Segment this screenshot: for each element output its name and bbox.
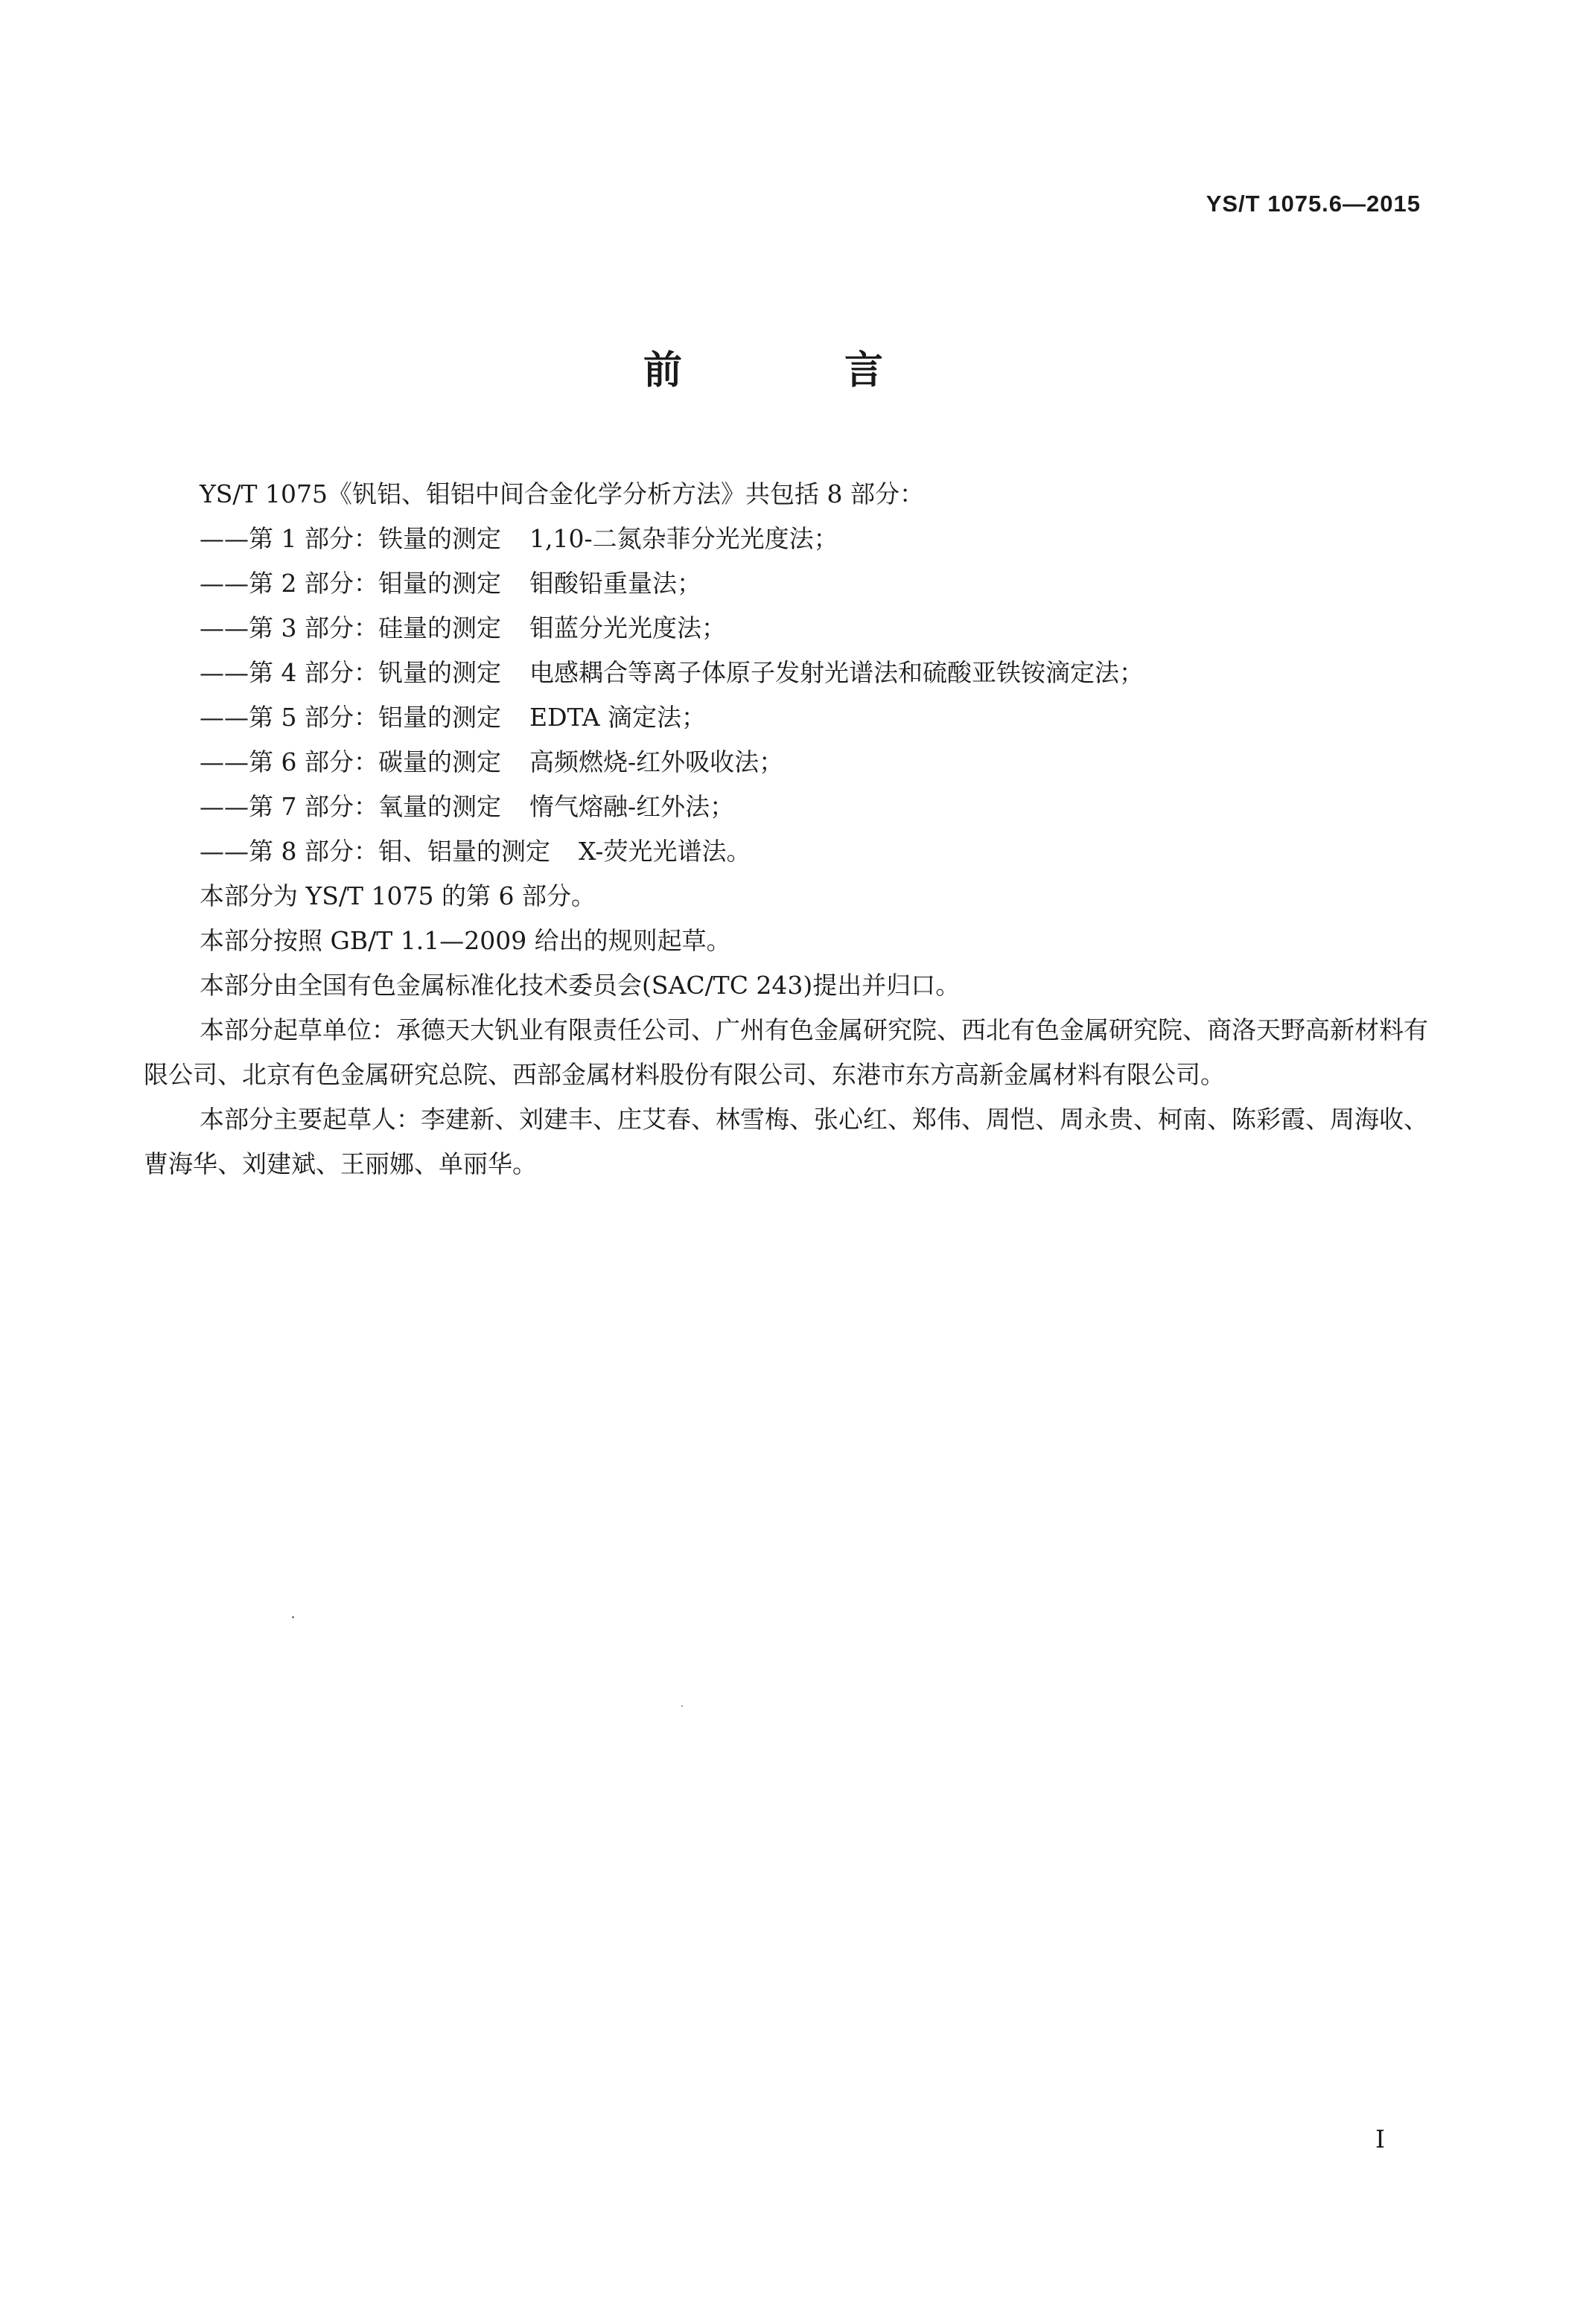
part-item [144, 651, 1443, 695]
committee-paragraph: 本部分由全国有色金属标准化技术委员会(SAC/TC 243)提出并归口。 [200, 971, 961, 1000]
part-label: ——第 7 部分：氧量的测定 [200, 792, 501, 821]
drafters-paragraph: 本部分主要起草人：李建新、刘建丰、庄艾春、林雪梅、张心红、郑伟、周恺、周永贵、柯南、陈彩霞、周海收、曹海华、刘建斌、王丽娜、单丽华。 [144, 1105, 1428, 1178]
scan-speck [292, 1616, 294, 1618]
scan-speck [681, 1705, 683, 1707]
preface-body [144, 472, 1443, 1187]
part-item [144, 695, 1443, 740]
part-item [144, 561, 1443, 606]
part-label: ——第 6 部分：碳量的测定 [200, 747, 501, 776]
intro-paragraph: YS/T 1075《钒铝、钼铝中间合金化学分析方法》共包括 8 部分： [200, 479, 924, 508]
part-method: 高频燃烧-红外吸收法； [529, 747, 784, 776]
standard-number: YS/T 1075.6—2015 [1206, 191, 1421, 217]
part-label: ——第 5 部分：铝量的测定 [200, 703, 501, 732]
part-label: ——第 1 部分：铁量的测定 [200, 524, 501, 553]
part-method: 电感耦合等离子体原子发射光谱法和硫酸亚铁铵滴定法； [529, 658, 1144, 687]
part-label: ——第 2 部分：钼量的测定 [200, 569, 501, 598]
part-item [144, 829, 1443, 874]
drafting-rules-paragraph: 本部分按照 GB/T 1.1—2009 给出的规则起草。 [200, 926, 731, 955]
part-method: X-荧光光谱法。 [578, 837, 751, 866]
part-method: 1,10-二氮杂菲分光光度法； [529, 524, 838, 553]
part-item [144, 606, 1443, 651]
part-method: 钼酸铅重量法； [529, 569, 701, 598]
part-label: ——第 8 部分：钼、铝量的测定 [200, 837, 550, 866]
part-number-paragraph: 本部分为 YS/T 1075 的第 6 部分。 [200, 881, 596, 910]
page-title: 前 言 [643, 348, 958, 393]
part-method: EDTA 滴定法； [529, 703, 707, 732]
part-method: 惰气熔融-红外法； [529, 792, 735, 821]
part-item [144, 740, 1443, 785]
part-item [144, 517, 1443, 561]
drafting-units-paragraph: 本部分起草单位：承德天大钒业有限责任公司、广州有色金属研究院、西北有色金属研究院、商洛天野高新材料有限公司、北京有色金属研究总院、西部金属材料股份有限公司、东港市东方高新金属材料有限公司。 [144, 1015, 1428, 1089]
part-method: 钼蓝分光光度法； [529, 613, 726, 642]
part-label: ——第 4 部分：钒量的测定 [200, 658, 501, 687]
page-number: I [1375, 2125, 1385, 2154]
part-label: ——第 3 部分：硅量的测定 [200, 613, 501, 642]
part-item [144, 785, 1443, 829]
